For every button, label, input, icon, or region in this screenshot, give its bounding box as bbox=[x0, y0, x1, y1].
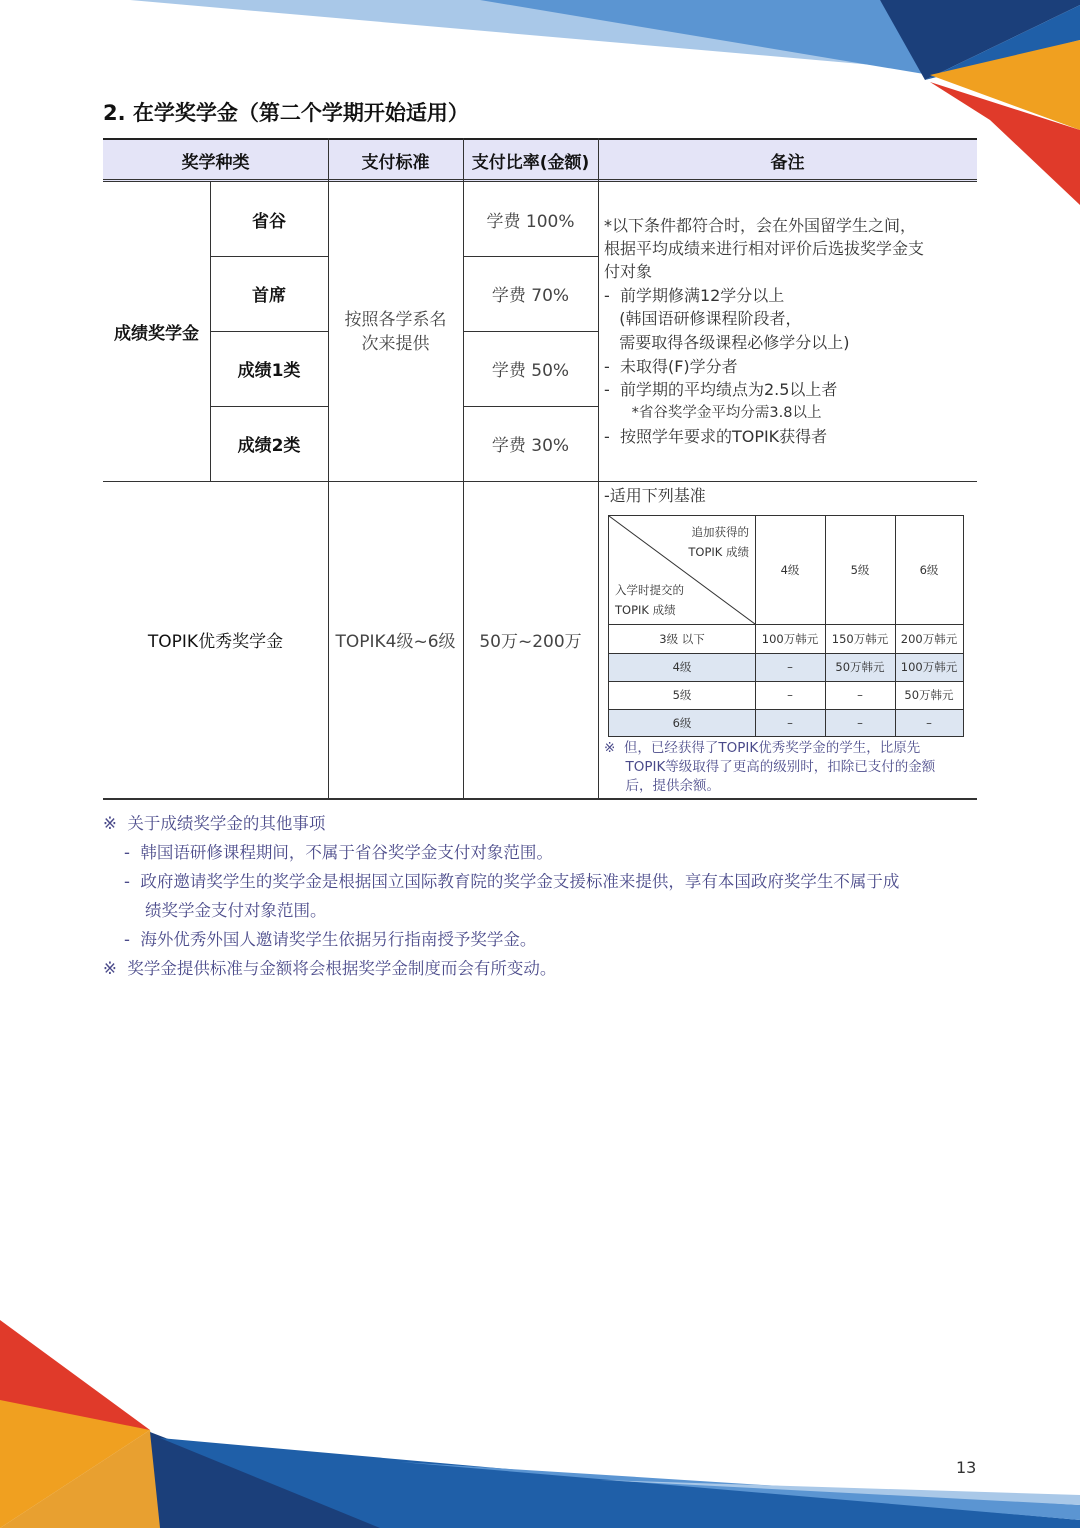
note-line: 绩奖学金支付对象范围。 bbox=[103, 901, 327, 920]
merit-sub-type: 省谷 bbox=[252, 211, 286, 232]
topik-footnote-line: 后，提供余额。 bbox=[604, 778, 720, 794]
topik-remark-heading: -适用下列基准 bbox=[604, 486, 706, 505]
merit-sub-type: 成绩2类 bbox=[237, 436, 301, 456]
inner-cell: 50万韩元 bbox=[904, 688, 954, 702]
inner-cell: – bbox=[857, 715, 863, 730]
topik-footnote-line: ※ 但，已经获得了TOPIK优秀奖学金的学生，比原先 bbox=[604, 740, 921, 756]
note-line: - 海外优秀外国人邀请奖学生依据另行指南授予奖学金。 bbox=[103, 930, 537, 949]
inner-row-label: 3级 以下 bbox=[659, 631, 705, 646]
note-line: - 韩国语研修课程期间，不属于省谷奖学金支付对象范围。 bbox=[103, 843, 553, 862]
topik-category: TOPIK优秀奖学金 bbox=[147, 632, 284, 652]
merit-remark-line: - 前学期的平均绩点为2.5以上者 bbox=[604, 380, 838, 399]
inner-cell: – bbox=[857, 688, 863, 702]
inner-cell: 100万韩元 bbox=[761, 631, 819, 646]
note-line: ※ 关于成绩奖学金的其他事项 bbox=[103, 814, 326, 833]
header-remarks: 备注 bbox=[770, 152, 805, 173]
merit-category: 成绩奖学金 bbox=[114, 324, 199, 344]
merit-criteria-line: 按照各学系名 bbox=[344, 309, 447, 330]
inner-row-label: 4级 bbox=[672, 660, 692, 674]
inner-cell: – bbox=[787, 715, 793, 730]
header-scholarship-type: 奖学种类 bbox=[181, 152, 250, 173]
merit-remark-line: (韩国语研修课程阶段者， bbox=[604, 309, 802, 328]
merit-remark-line: - 按照学年要求的TOPIK获得者 bbox=[604, 427, 828, 446]
topik-inner-table bbox=[608, 515, 964, 737]
merit-criteria bbox=[328, 182, 463, 481]
inner-row-label: 6级 bbox=[672, 715, 692, 730]
inner-cell: 200万韩元 bbox=[900, 631, 958, 646]
merit-rate: 学费 70% bbox=[491, 286, 570, 306]
corner-top-label: 追加获得的 TOPIK 成绩 bbox=[688, 525, 749, 559]
inner-row-label: 5级 bbox=[672, 688, 692, 702]
merit-remark-line: - 前学期修满12学分以上 bbox=[604, 286, 785, 305]
inner-cell: – bbox=[787, 688, 793, 702]
note-line: ※ 奖学金提供标准与金额将会根据奖学金制度而会有所变动。 bbox=[103, 959, 557, 978]
note-line: - 政府邀请奖学生的奖学金是根据国立国际教育院的奖学金支援标准来提供，享有本国政府奖学生不属于成 bbox=[103, 872, 900, 891]
merit-remark-line: 需要取得各级课程必修学分以上) bbox=[604, 333, 850, 352]
merit-remark-line: *省谷奖学金平均分需3.8以上 bbox=[604, 405, 822, 421]
inner-col-header: 5级 bbox=[850, 563, 870, 577]
merit-remark-line: 付对象 bbox=[604, 262, 653, 281]
topik-criteria: TOPIK4级~6级 bbox=[335, 632, 456, 652]
merit-rate: 学费 30% bbox=[491, 436, 570, 456]
inner-col-header: 6级 bbox=[919, 563, 939, 577]
topik-rate: 50万~200万 bbox=[479, 632, 582, 652]
merit-sub-type: 首席 bbox=[252, 286, 286, 306]
header-payment-criteria: 支付标准 bbox=[361, 152, 430, 173]
inner-cell: – bbox=[787, 660, 793, 674]
inner-cell: 150万韩元 bbox=[831, 631, 889, 646]
section-title: 2. 在学奖学金（第二个学期开始适用） bbox=[103, 101, 469, 125]
merit-rate: 学费 50% bbox=[491, 361, 570, 381]
inner-cell: 100万韩元 bbox=[900, 660, 958, 674]
merit-remark-line: *以下条件都符合时，会在外国留学生之间， bbox=[604, 216, 917, 235]
inner-cell: 50万韩元 bbox=[835, 660, 885, 674]
merit-remark-line: 根据平均成绩来进行相对评价后选拔奖学金支 bbox=[604, 239, 925, 258]
page-number: 13 bbox=[956, 1458, 977, 1477]
merit-rate: 学费 100% bbox=[486, 211, 575, 232]
inner-col-header: 4级 bbox=[780, 563, 800, 577]
header-payment-rate: 支付比率(金额) bbox=[471, 152, 590, 173]
corner-bottom-label: 入学时提交的 TOPIK 成绩 bbox=[615, 583, 684, 617]
merit-remark-line: - 未取得(F)学分者 bbox=[604, 357, 738, 376]
inner-cell: – bbox=[926, 715, 932, 730]
topik-footnote-line: TOPIK等级取得了更高的级别时，扣除已支付的金额 bbox=[604, 759, 936, 775]
merit-sub-type: 成绩1类 bbox=[237, 361, 301, 381]
merit-criteria-line: 次来提供 bbox=[361, 333, 430, 354]
